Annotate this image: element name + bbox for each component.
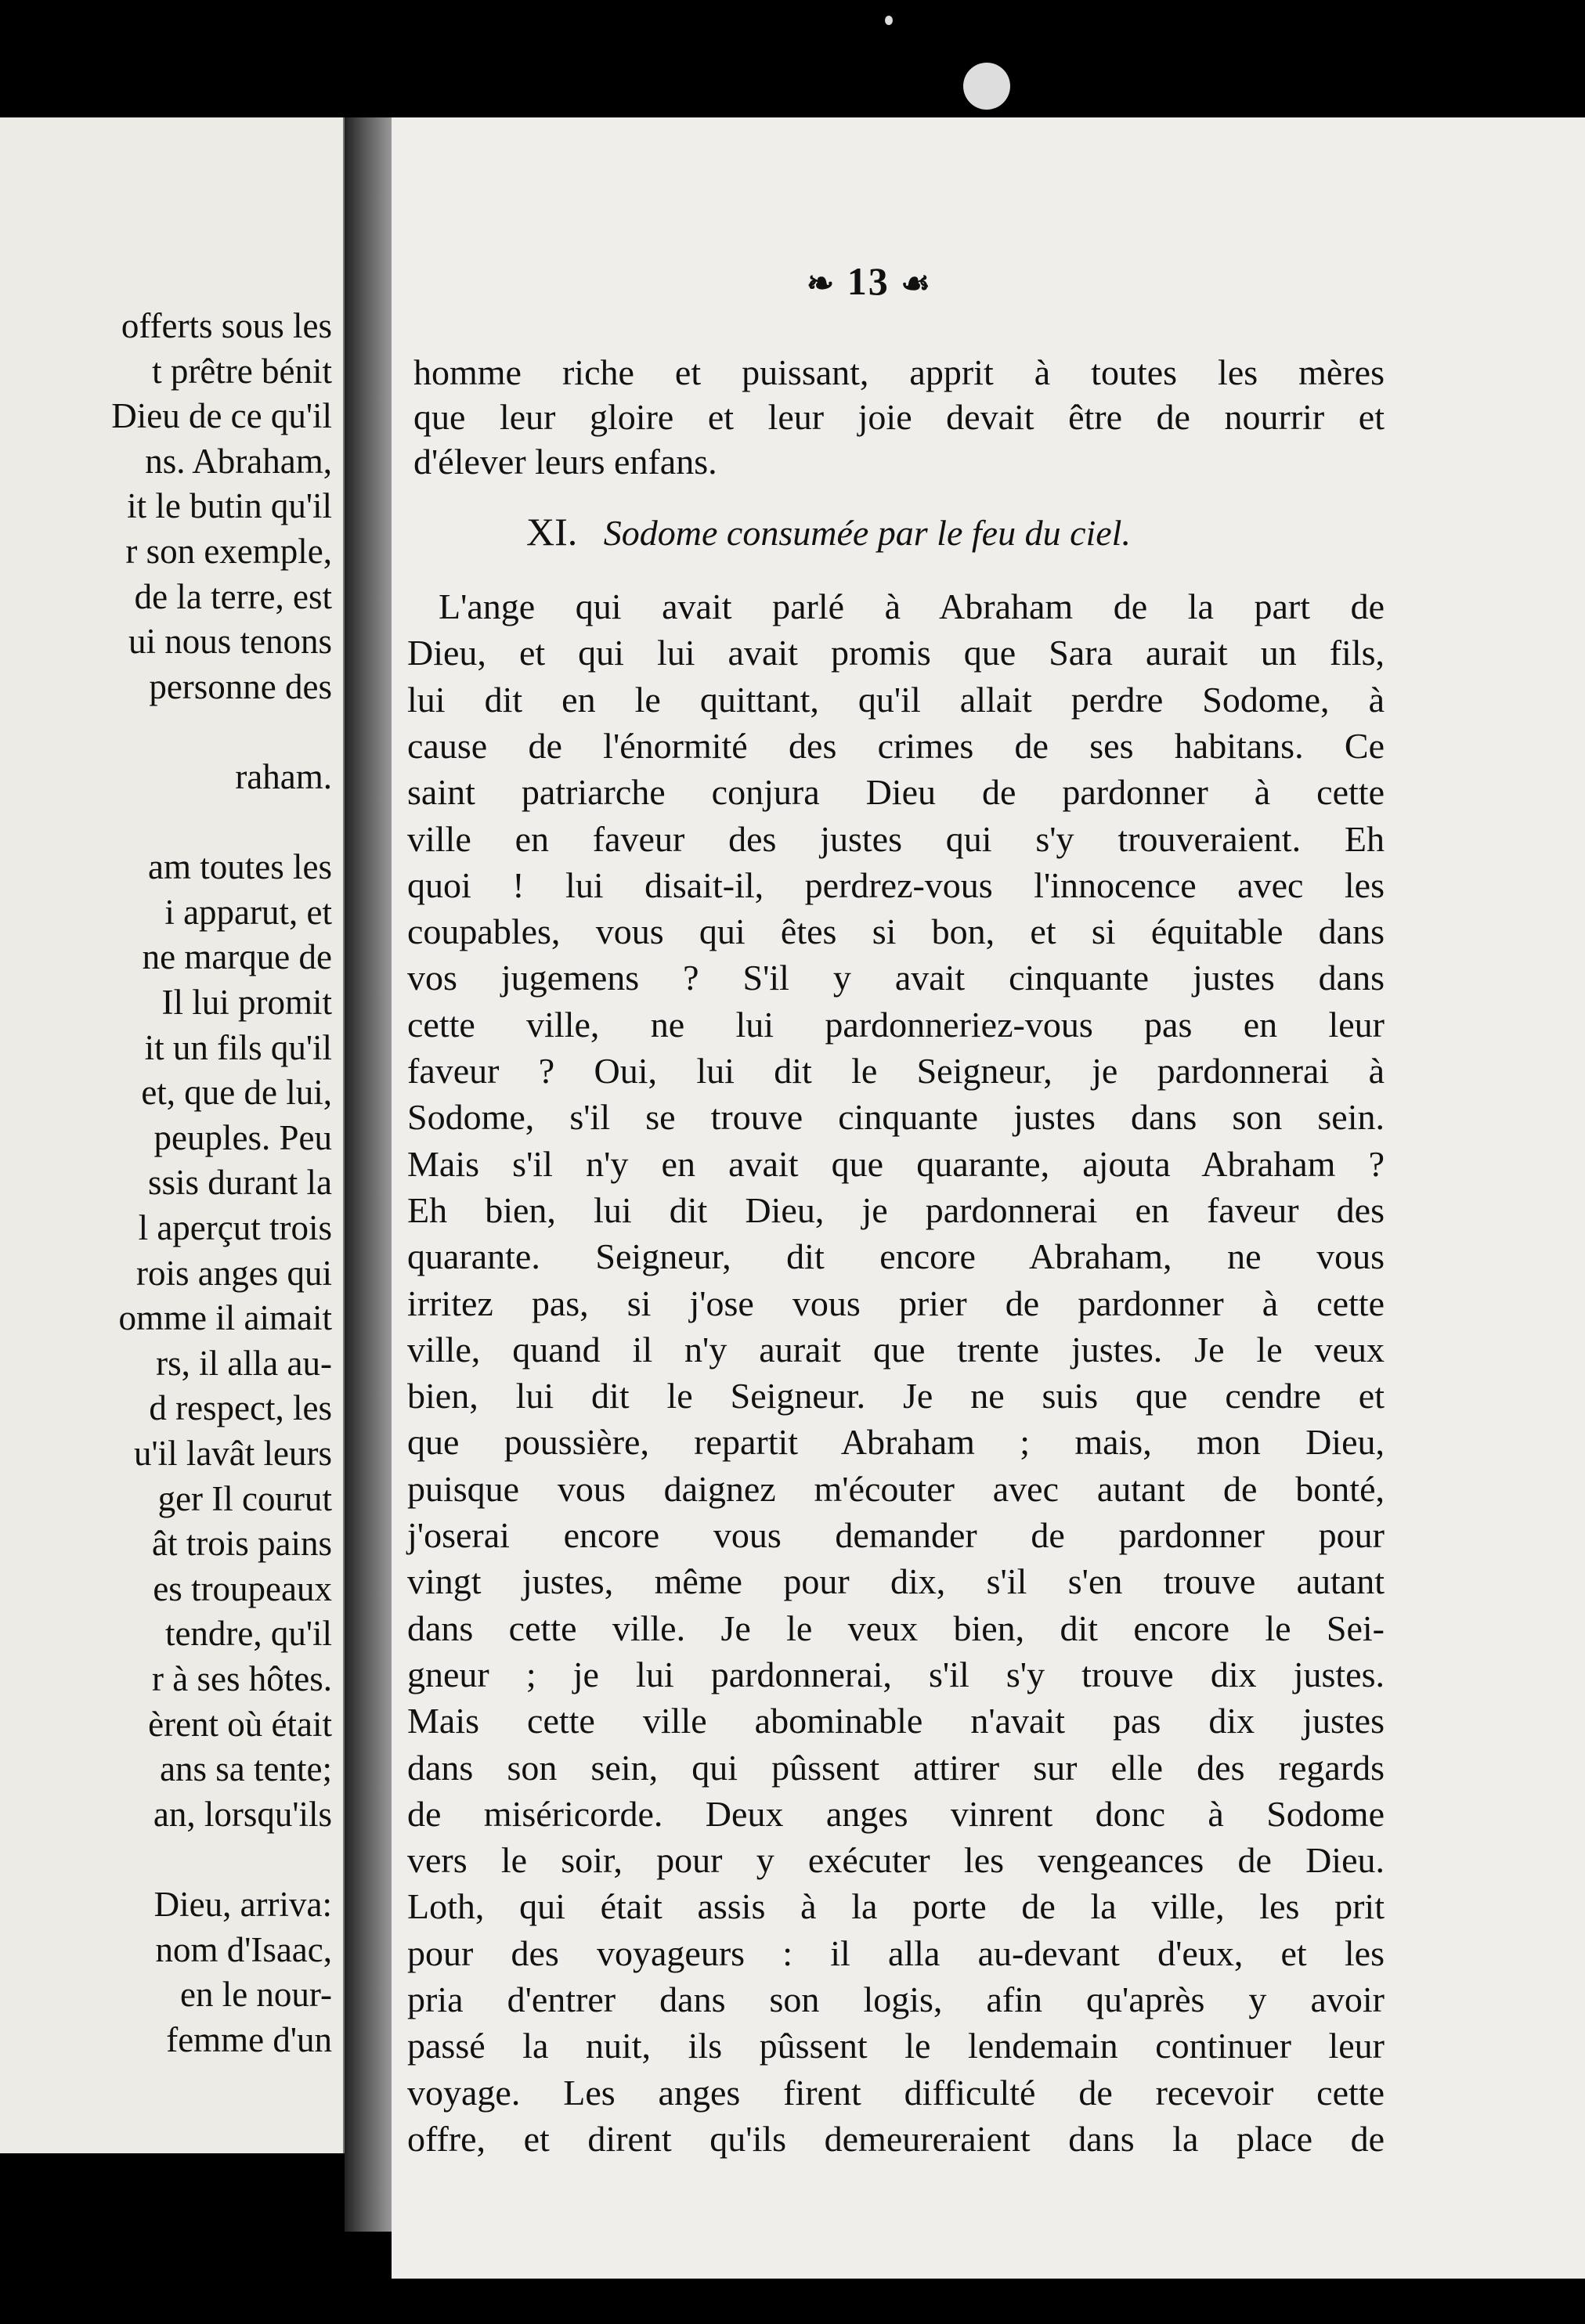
left-page-line: rs, il alla au- [156,1343,332,1383]
left-page-line: r à ses hôtes. [152,1659,332,1698]
body-line: quoi ! lui disait-il, perdrez-vous l'innocence avec les [407,864,1385,905]
body-line: gneur ; je lui pardonnerai, s'il s'y trouve dix justes. [407,1654,1385,1694]
body-line: de miséricorde. Deux anges vinrent donc à Sodome [407,1793,1385,1834]
left-page-line: Il lui promit [161,983,332,1022]
body-line: vers le soir, pour y exécuter les vengeances de Dieu. [407,1840,1385,1881]
intro-line: homme riche et puissant, apprit à toutes les mères [413,352,1385,392]
left-page-line: omme il aimait [118,1298,332,1338]
left-page-line: ui nous tenons [128,622,332,662]
left-page-line: am toutes les [148,847,332,887]
left-page-line: ans sa tente; [160,1749,332,1789]
body-line: saint patriarche conjura Dieu de pardonner à cette [407,772,1385,813]
left-page-line: peuples. Peu [153,1117,332,1157]
body-line: j'oserai encore vous demander de pardonner pour [407,1515,1385,1555]
left-page-line: ger Il courut [157,1478,332,1518]
left-page-line: Dieu de ce qu'il [111,396,332,436]
body-line: ville, quand il n'y aurait que trente justes. Je le veux [407,1329,1385,1370]
body-line: voyage. Les anges firent difficulté de recevoir cette [407,2072,1385,2113]
left-page-line: de la terre, est [134,576,332,616]
body-line: cause de l'énormité des crimes de ses habitans. Ce [407,725,1385,766]
body-line: offre, et dirent qu'ils demeureraient dans la place de [407,2118,1385,2159]
ornament-right-icon: ☙ [901,266,932,302]
left-page-line: et, que de lui, [141,1073,332,1113]
left-page-line: èrent où était [148,1704,332,1744]
left-page-line: offerts sous les [121,306,332,345]
body-line: dans son sein, qui pûssent attirer sur elle des regards [407,1747,1385,1788]
intro-line: que leur gloire et leur joie devait être de nourrir et [413,397,1385,437]
left-page-line: i apparut, et [164,892,332,932]
body-line: puisque vous daignez m'écouter avec autant de bonté, [407,1468,1385,1509]
book-gutter [345,117,392,2232]
left-page-line: Dieu, arriva: [153,1885,332,1924]
body-line: bien, lui dit le Seigneur. Je ne suis que cendre et [407,1376,1385,1416]
page-damage-spot [885,16,893,25]
body-line: Sodome, s'il se trouve cinquante justes dans son sein. [407,1097,1385,1138]
body-line: Mais cette ville abominable n'avait pas dix justes [407,1701,1385,1741]
left-page-line: ne marque de [142,937,332,977]
body-line: Dieu, et qui lui avait promis que Sara aurait un fils, [407,633,1385,673]
left-page-line: es troupeaux [153,1568,332,1608]
left-page-line: ns. Abraham, [145,441,332,481]
ornament-left-icon: ❧ [807,266,836,302]
left-page-line: ssis durant la [148,1163,332,1203]
left-page-line: raham. [235,757,332,796]
page-damage-spot [963,63,1010,110]
left-page-line: personne des [149,666,332,706]
section-number: XI. [526,510,578,554]
body-line: coupables, vous qui êtes si bon, et si équitable dans [407,911,1385,952]
left-page-line: l aperçut trois [138,1208,332,1247]
page-number-value: 13 [847,259,890,303]
body-line: pria d'entrer dans son logis, afin qu'après y avoir [407,1979,1385,2019]
body-line: Mais s'il n'y en avait que quarante, ajouta Abraham ? [407,1143,1385,1184]
left-page-line: d respect, les [149,1388,332,1428]
body-line: cette ville, ne lui pardonneriez-vous pas en leur [407,1004,1385,1045]
body-line: passé la nuit, ils pûssent le lendemain continuer leur [407,2026,1385,2066]
body-line: ville en faveur des justes qui s'y trouveraient. Eh [407,818,1385,859]
left-page [0,117,345,2153]
left-page-line: tendre, qu'il [164,1614,332,1654]
left-page-line: it le butin qu'il [127,486,332,526]
body-line: Loth, qui était assis à la porte de la ville, les prit [407,1886,1385,1927]
body-line: vingt justes, même pour dix, s'il s'en trouve autant [407,1561,1385,1602]
body-line: irritez pas, si j'ose vous prier de pardonner à cette [407,1283,1385,1323]
left-page-line: r son exemple, [125,532,332,571]
body-line: vos jugemens ? S'il y avait cinquante justes dans [407,958,1385,998]
body-line: dans cette ville. Je le veux bien, dit encore le Sei- [407,1608,1385,1648]
left-page-line: ât trois pains [152,1524,332,1564]
section-heading [526,509,1309,554]
page-number [807,258,932,304]
section-title: Sodome consumée par le feu du ciel. [603,513,1131,553]
left-page-line: femme d'un [166,2019,332,2059]
body-line: que poussière, repartit Abraham ; mais, mon Dieu, [407,1422,1385,1463]
intro-line: d'élever leurs enfans. [413,442,717,482]
left-page-line: nom d'Isaac, [155,1929,332,1969]
body-line: pour des voyageurs : il alla au-devant d'eux, et les [407,1932,1385,1973]
body-line: faveur ? Oui, lui dit le Seigneur, je pardonnerai à [407,1051,1385,1091]
body-line: L'ange qui avait parlé à Abraham de la part de [439,586,1385,626]
body-line: Eh bien, lui dit Dieu, je pardonnerai en faveur des [407,1189,1385,1230]
left-page-line: it un fils qu'il [144,1027,332,1067]
body-line: quarante. Seigneur, dit encore Abraham, ne vous [407,1236,1385,1277]
left-page-line: an, lorsqu'ils [153,1794,332,1834]
body-line: lui dit en le quittant, qu'il allait perdre Sodome, à [407,679,1385,720]
left-page-line: en le nour- [179,1975,332,2015]
left-page-line: rois anges qui [136,1253,332,1293]
left-page-line: t prêtre bénit [152,351,332,391]
left-page-line: u'il lavât leurs [133,1434,332,1473]
